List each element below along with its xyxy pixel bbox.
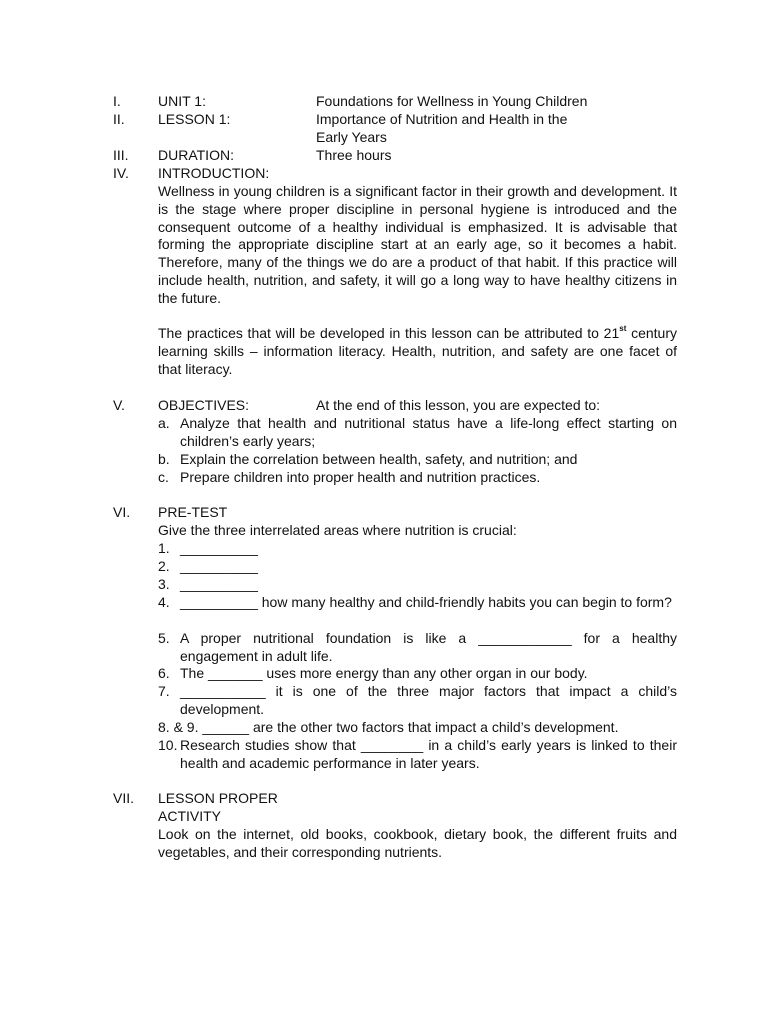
pretest-marker: 2. xyxy=(158,558,170,574)
objective-text: Analyze that health and nutritional status have a life-long effect starting on children’s early years; xyxy=(180,415,677,449)
pretest-text: __________ xyxy=(180,540,258,556)
pretest-marker: 3. xyxy=(158,576,170,592)
duration-number: III. xyxy=(113,147,129,163)
pretest-text: __________ xyxy=(180,576,258,592)
ordinal-superscript: st xyxy=(619,324,627,334)
introduction-label: INTRODUCTION: xyxy=(158,165,270,181)
pretest-item xyxy=(158,719,677,737)
pretest-text: A proper nutritional foundation is like a ____________ for a healthy engagement in adult life. xyxy=(180,630,677,664)
pretest-number: VI. xyxy=(113,504,131,520)
pretest-marker: 7. xyxy=(158,683,170,699)
pretest-text: __________ how many healthy and child-friendly habits you can begin to form? xyxy=(180,594,672,610)
pretest-marker: 4. xyxy=(158,594,170,610)
activity-text: Look on the internet, old books, cookbook, dietary book, the different fruits and vegetables, and their corresponding nutrients. xyxy=(158,826,677,860)
pretest-marker: 10. xyxy=(158,737,178,753)
unit-title: Foundations for Wellness in Young Children xyxy=(316,93,588,109)
objectives-intro: At the end of this lesson, you are expected to: xyxy=(316,397,601,413)
activity-label: ACTIVITY xyxy=(158,808,222,824)
unit-number: I. xyxy=(113,93,121,109)
introduction-paragraph-2-end: century learning skills – information literacy. Health, nutrition, and safety are one facet of that literacy. xyxy=(158,325,677,377)
pretest-text: Research studies show that ________ in a child’s early years is linked to their health and academic performance in later years. xyxy=(180,737,677,771)
pretest-marker: 6. xyxy=(158,665,170,681)
introduction-paragraph-1 xyxy=(158,183,677,308)
objective-marker: a. xyxy=(158,415,170,431)
pretest-marker: 8. & 9. xyxy=(158,719,199,735)
duration-label: DURATION: xyxy=(158,147,234,163)
objectives-label: OBJECTIVES: xyxy=(158,397,250,413)
lesson-label: LESSON 1: xyxy=(158,111,231,127)
pretest-text: The _______ uses more energy than any other organ in our body. xyxy=(180,665,588,681)
lesson-title: Importance of Nutrition and Health in the Early Years xyxy=(316,111,568,145)
activity-paragraph xyxy=(158,826,677,862)
objective-marker: c. xyxy=(158,469,169,485)
pretest-instruction: Give the three interrelated areas where nutrition is crucial: xyxy=(158,522,517,538)
objective-marker: b. xyxy=(158,451,170,467)
duration-value: Three hours xyxy=(316,147,392,163)
introduction-paragraph-1-text: Wellness in young children is a significant factor in their growth and development. It is the stage where proper discipline in personal hygiene is introduced and the consequent outcome of a healthy individual is emphasized. It is advisable that forming the appropriate discipline start at an early age, so it becomes a habit. Therefore, many of the things we do are a product of that habit. If this practice will include health, nutrition, and safety, it will go a long way to have healthy citizens in the future. xyxy=(158,183,677,306)
introduction-number: IV. xyxy=(113,165,129,181)
introduction-paragraph-2 xyxy=(158,325,677,378)
introduction-paragraph-2-start: The practices that will be developed in this lesson can be attributed to 21 xyxy=(158,325,620,341)
pretest-marker: 5. xyxy=(158,630,170,646)
unit-label: UNIT 1: xyxy=(158,93,206,109)
lesson-proper-label: LESSON PROPER xyxy=(158,790,278,806)
lesson-proper-number: VII. xyxy=(113,790,135,806)
objectives-number: V. xyxy=(113,397,125,413)
pretest-text: ______ are the other two factors that impact a child’s development. xyxy=(202,719,619,735)
pretest-text: ___________ it is one of the three major factors that impact a child’s development. xyxy=(180,683,677,717)
pretest-label: PRE-TEST xyxy=(158,504,228,520)
objective-text: Explain the correlation between health, safety, and nutrition; and xyxy=(180,451,578,467)
objective-text: Prepare children into proper health and nutrition practices. xyxy=(180,469,541,485)
pretest-text: __________ xyxy=(180,558,258,574)
lesson-number: II. xyxy=(113,111,125,127)
pretest-marker: 1. xyxy=(158,540,170,556)
